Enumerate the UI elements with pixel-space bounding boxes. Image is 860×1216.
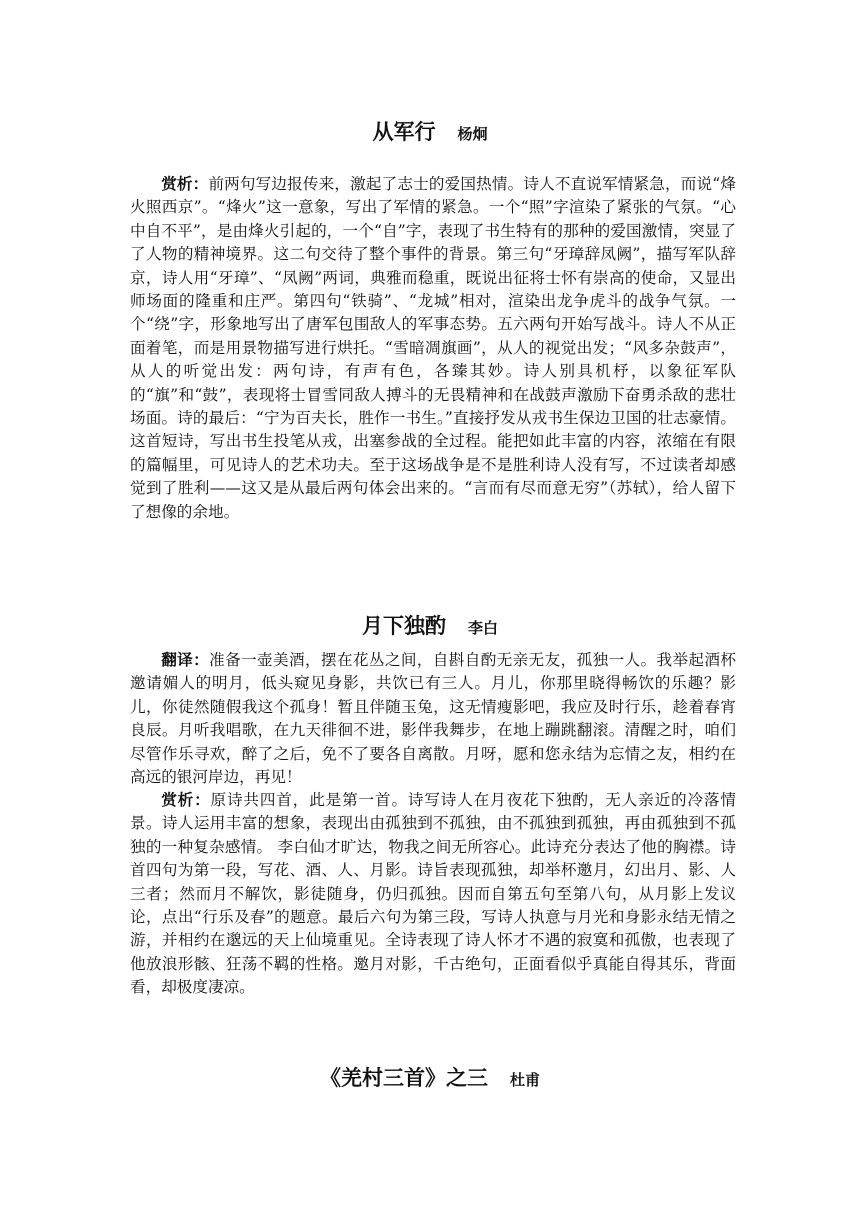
poem3-title: 《羌村三首》之三 <box>319 1066 488 1090</box>
poem2-translation-text: 准备一壶美酒，摆在花丛之间，自斟自酌无亲无友，孤独一人。我举起酒杯邀请媚人的明月，低头窥见身影，共饮已有三人。月儿，你那里晓得畅饮的乐趣？影儿，你徒然随假我这个孤身！暂且伴随玉兔，这无情瘦影吧，我应及时行乐，趁着春宵良辰。月听我唱歌，在九天徘徊不进，影伴我舞步，在地上蹦跳翻滚。清醒之时，咱们尽管作乐寻欢，醉了之后，免不了要各自离散。月呀，愿和您永结为忘情之友，相约在高远的银河岸边，再见！ <box>130 651 736 787</box>
poem3-heading <box>130 1062 730 1092</box>
poem2-appreciation-label: 赏析： <box>161 790 211 809</box>
poem1-heading <box>130 116 730 146</box>
poem2-title: 月下独酌 <box>361 614 446 638</box>
poem1-appreciation <box>130 172 736 524</box>
poem1-appreciation-label: 赏析： <box>161 174 209 193</box>
poem1-author: 杨炯 <box>457 125 488 143</box>
poem2-translation <box>130 648 736 789</box>
poem1-appreciation-text: 前两句写边报传来，激起了志士的爱国热情。诗人不直说军情紧急，而说“烽火照西京”。“烽火”这一意象，写出了军情的紧急。一个“照”字渲染了紧张的气氛。“心中自不平”，是由烽火引起的，一个“自”字，表现了书生特有的那种的爱国激情，突显了了人物的精神境界。这二句交待了整个事件的背景。第三句“牙璋辞凤阙”，描写军队辞京，诗人用“牙璋”、“凤阙”两词，典雅而稳重，既说出征将士怀有崇高的使命，又显出师场面的隆重和庄严。第四句“铁骑”、“龙城”相对，渲染出龙争虎斗的战争气氛。一个“绕”字，形象地写出了唐军包围敌人的军事态势。五六两句开始写战斗。诗人不从正面着笔，而是用景物描写进行烘托。“雪暗凋旗画”，从人的视觉出发；“风多杂鼓声”，从人的听觉出发：两句诗，有声有色，各臻其妙。诗人别具机杼，以象征军队的“旗”和“鼓”，表现将士冒雪同敌人搏斗的无畏精神和在战鼓声激励下奋勇杀敌的悲壮场面。诗的最后：“宁为百夫长，胜作一书生。”直接抒发从戎书生保边卫国的壮志豪情。这首短诗，写出书生投笔从戎，出塞参战的全过程。能把如此丰富的内容，浓缩在有限的篇幅里，可见诗人的艺术功夫。至于这场战争是不是胜利诗人没有写，不过读者却感觉到了胜利——这又是从最后两句体会出来的。“言而有尽而意无穷”（苏轼），给人留下了想像的余地。 <box>130 175 736 521</box>
poem2-appreciation <box>130 788 736 1000</box>
poem2-appreciation-text: 原诗共四首，此是第一首。诗写诗人在月夜花下独酌，无人亲近的冷落情景。诗人运用丰富的想象，表现出由孤独到不孤独，由不孤独到孤独，再由孤独到不孤独的一种复杂感情。 李白仙才旷达，物我之间无所容心。此诗充分表达了他的胸襟。诗首四句为第一段，写花、酒、人、月影。诗旨表现孤独，却举杯邀月，幻出月、影、人三者；然而月不解饮，影徒随身，仍归孤独。因而自第五句至第八句，从月影上发议论，点出“行乐及春”的题意。最后六句为第三段，写诗人执意与月光和身影永结无情之游，并相约在邈远的天上仙境重见。全诗表现了诗人怀才不遇的寂寞和孤傲，也表现了他放浪形骸、狂荡不羁的性格。邀月对影，千古绝句，正面看似乎真能自得其乐，背面看，却极度凄凉。 <box>130 791 736 997</box>
poem2-author: 李白 <box>467 619 498 637</box>
poem2-heading <box>130 610 730 640</box>
poem1-title: 从军行 <box>372 120 436 144</box>
poem3-author: 杜甫 <box>509 1071 540 1089</box>
poem2-translation-label: 翻译： <box>161 650 210 669</box>
